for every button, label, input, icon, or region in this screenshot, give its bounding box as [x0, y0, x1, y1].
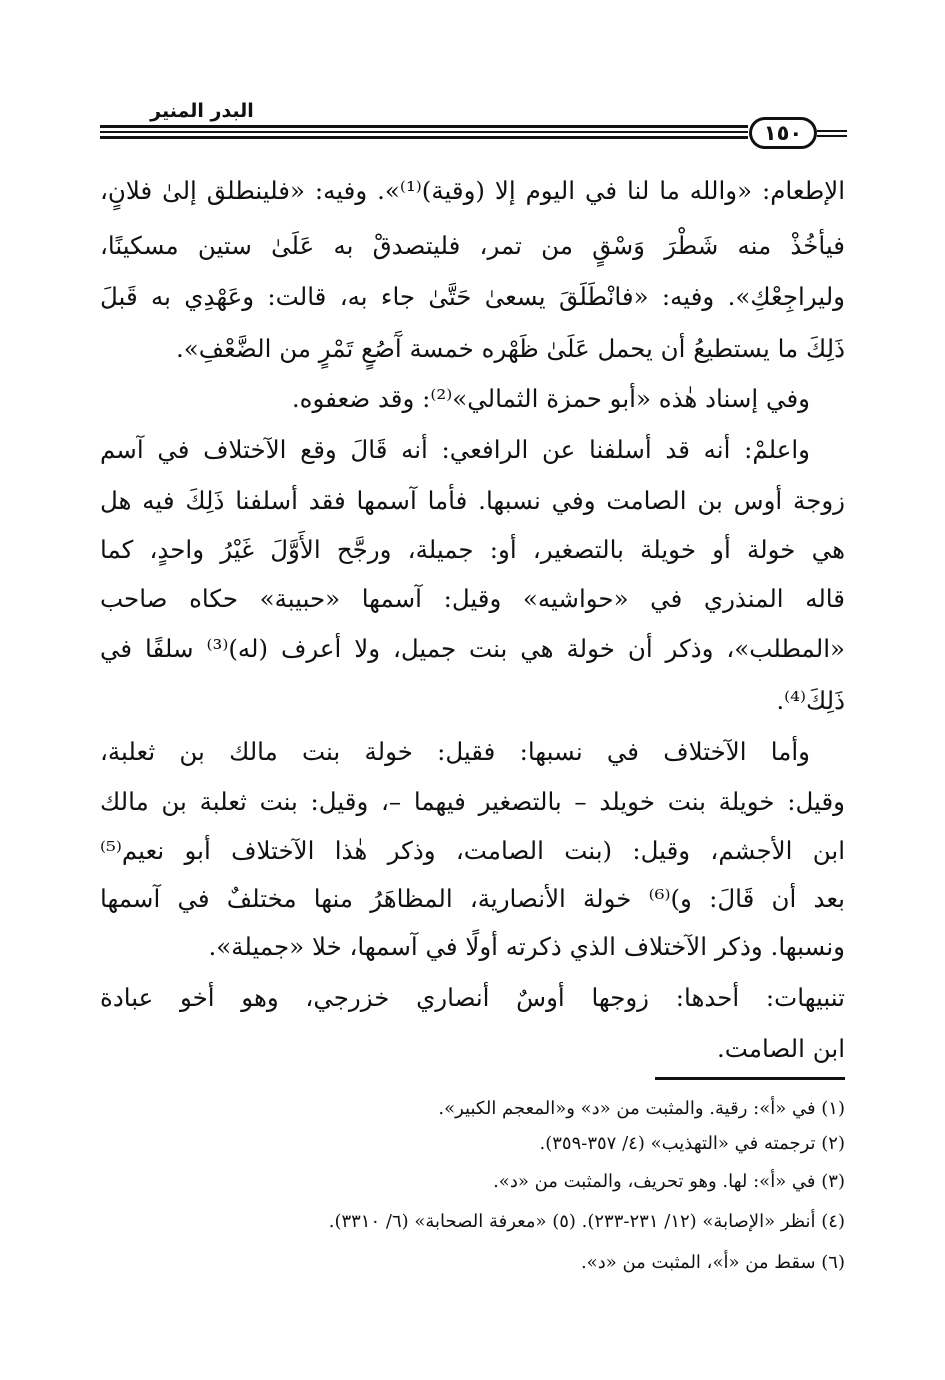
header-rule-bottom	[100, 136, 748, 139]
body-line: بعد أن قَالَ: و)⁽⁶⁾ خولة الأنصارية، المظاهَرُ منها مختلفٌ في آسمها	[100, 884, 845, 913]
body-line: هي خولة أو خويلة بالتصغير، أو: جميلة، ورجَّح الأَوَّلَ غَيْرُ واحدٍ، كما	[100, 535, 845, 564]
footnote: (١) في «أ»: رقية. والمثبت من «د» و«المعجم الكبير».	[438, 1098, 845, 1119]
body-line: قاله المنذري في «حواشيه» وقيل: آسمها «حبيبة» حكاه صاحب	[100, 584, 845, 613]
body-line: واعلمْ: أنه قد أسلفنا عن الرافعي: أنه قَالَ وقع الآختلاف في آسم	[100, 435, 810, 464]
footnote: (٦) سقط من «أ»، المثبت من «د».	[580, 1252, 845, 1273]
body-line: ذَلِكَ ما يستطيعُ أن يحمل عَلَىٰ ظَهْره خمسة آَصُعٍ تَمْرٍ من الضَّعْفِ».	[175, 334, 845, 363]
footnote-separator	[655, 1077, 845, 1080]
footnote: (٤) أنظر «الإصابة» (١٢/ ٢٣١-٢٣٣). (٥) «معرفة الصحابة» (٦/ ٣٣١٠).	[328, 1211, 845, 1232]
body-line: تنبيهات: أحدها: زوجها أوسٌ أنصاري خزرجي، وهو أخو عبادة	[100, 983, 845, 1012]
header-rule-middle	[100, 131, 748, 133]
body-line: وفي إسناد هٰذه «أبو حمزة الثمالي»⁽²⁾: وقد ضعفوه.	[291, 384, 810, 413]
page-number-text: ١٥٠	[763, 121, 803, 145]
body-line: الإطعام: «والله ما لنا في اليوم إلا (وقية)⁽¹⁾». وفيه: «فلينطلق إلىٰ فلانٍ،	[100, 176, 845, 205]
body-line: وقيل: خويلة بنت خويلد – بالتصغير فيهما –، وقيل: بنت ثعلبة بن مالك	[100, 787, 845, 816]
body-line: ابن الأجشم، وقيل: (بنت الصامت، وذكر هٰذا الآختلاف أبو نعيم⁽⁵⁾	[100, 836, 845, 865]
body-line: فيأخُذْ منه شَطْرَ وَسْقٍ من تمر، فليتصدقْ به عَلَىٰ ستين مسكينًا،	[100, 231, 845, 260]
body-line: زوجة أوس بن الصامت وفي نسبها. فأما آسمها فقد أسلفنا ذَلِكَ فيه هل	[100, 486, 845, 515]
running-title: البدر المنير	[150, 100, 254, 122]
body-line: ونسبها. وذكر الآختلاف الذي ذكرته أولًا في آسمها، خلا «جميلة».	[208, 932, 845, 961]
header-rule-right-stub-2	[817, 135, 847, 137]
footnote: (٢) ترجمته في «التهذيب» (٤/ ٣٥٧-٣٥٩).	[539, 1133, 845, 1154]
page-number	[749, 117, 817, 149]
header-rule-top	[100, 125, 748, 128]
body-line: «المطلب»، وذكر أن خولة هي بنت جميل، ولا أعرف (له)⁽³⁾ سلفًا في	[100, 634, 845, 663]
footnote: (٣) في «أ»: لها. وهو تحريف، والمثبت من «د».	[493, 1171, 845, 1192]
body-line: ذَلِكَ⁽⁴⁾.	[776, 686, 845, 715]
body-line: ابن الصامت.	[716, 1034, 845, 1063]
header-rule-right-stub	[817, 130, 847, 132]
body-line: وأما الآختلاف في نسبها: فقيل: خولة بنت مالك بن ثعلبة،	[100, 737, 810, 766]
body-line: وليراجِعْكِ». وفيه: «فانْطَلَقَ يسعىٰ حَتَّىٰ جاء به، قالت: وعَهْدِي به قَبلَ	[100, 282, 845, 311]
